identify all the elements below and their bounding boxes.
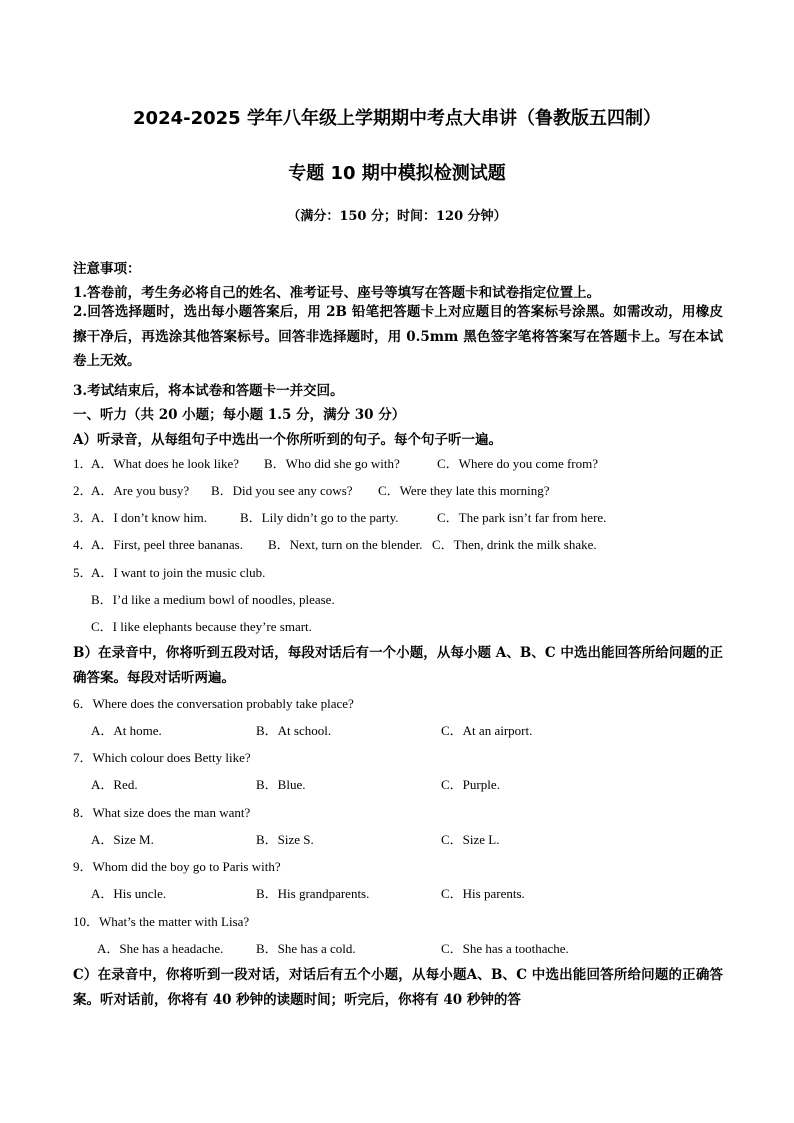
question-text: 7．Which colour does Betty like? — [73, 750, 251, 765]
option-b: B．Size S. — [256, 832, 314, 847]
part-a-instructions: A）听录音，从每组句子中选出一个你所听到的句子。每个句子听一遍。 — [73, 432, 502, 448]
option-a: A．Size M. — [91, 832, 154, 847]
option-b: B．At school. — [256, 723, 332, 738]
section-listening-heading: 一、听力（共 20 小题；每小题 1.5 分，满分 30 分） — [73, 407, 406, 423]
option-b: B．His grandparents. — [256, 886, 370, 901]
option-a: A．At home. — [91, 723, 162, 738]
option-a: A．I want to join the music club. — [91, 565, 266, 580]
option-c: C．I like elephants because they’re smart. — [91, 619, 312, 634]
option-c: C．At an airport. — [441, 723, 533, 738]
part-b-instructions: B）在录音中，你将听到五段对话，每段对话后有一个小题，从每小题 A、B、C 中选出能回答所给问题的正确答案。每段对话听两遍。 — [73, 645, 723, 686]
note-item-3: 3.考试结束后，将本试卷和答题卡一并交回。 — [73, 383, 344, 399]
question-text: 10．What’s the matter with Lisa? — [73, 914, 250, 929]
exam-title: 2024-2025 学年八年级上学期期中考点大串讲（鲁教版五四制） — [133, 108, 661, 129]
option-c: C．Size L. — [441, 832, 500, 847]
option-c: C．His parents. — [441, 886, 525, 901]
note-item-2: 2.回答选择题时，选出每小题答案后，用 2B 铅笔把答题卡上对应题目的答案标号涂黑。如需改动，用橡皮擦干净后，再选涂其他答案标号。回答非选择题时，用 0.5mm 黑色签字笔将答案写在答题卡上。写在本试卷上无效。 — [73, 304, 723, 369]
option-b: B．Lily didn’t go to the party. — [240, 510, 399, 525]
option-c: C．Purple. — [441, 777, 500, 792]
option-b: B．Blue. — [256, 777, 306, 792]
question-number: 4． — [73, 537, 93, 552]
option-c: C．Where do you come from? — [437, 456, 599, 471]
option-a: A．First, peel three bananas. — [91, 537, 243, 552]
option-a: A．Are you busy? — [91, 483, 190, 498]
question-number: 5． — [73, 565, 93, 580]
question-text: 9．Whom did the boy go to Paris with? — [73, 859, 281, 874]
question-number: 1． — [73, 456, 93, 471]
notes-heading: 注意事项： — [73, 261, 141, 277]
question-number: 2． — [73, 483, 93, 498]
option-a: A．Red. — [91, 777, 138, 792]
question-number: 3． — [73, 510, 93, 525]
topic-title: 专题 10 期中模拟检测试题 — [288, 163, 506, 184]
option-a: A．She has a headache. — [97, 941, 224, 956]
option-a: A．What does he look like? — [91, 456, 240, 471]
note-item-1: 1.答卷前，考生务必将自己的姓名、准考证号、座号等填写在答题卡和试卷指定位置上。 — [73, 285, 601, 301]
score-time-info: （满分：150 分；时间：120 分钟） — [287, 209, 507, 224]
option-c: C．Then, drink the milk shake. — [432, 537, 597, 552]
option-b: B．She has a cold. — [256, 941, 356, 956]
option-c: C．She has a toothache. — [441, 941, 569, 956]
option-b: B．Who did she go with? — [264, 456, 400, 471]
option-a: A．His uncle. — [91, 886, 167, 901]
option-c: C．The park isn’t far from here. — [437, 510, 607, 525]
option-a: A．I don’t know him. — [91, 510, 208, 525]
question-text: 6．Where does the conversation probably take place? — [73, 696, 354, 711]
question-text: 8．What size does the man want? — [73, 805, 251, 820]
option-c: C．Were they late this morning? — [378, 483, 550, 498]
part-c-instructions: C）在录音中，你将听到一段对话，对话后有五个小题，从每小题A、B、C 中选出能回答所给问题的正确答案。听对话前，你将有 40 秒钟的读题时间；听完后，你将有 40 秒钟的答 — [73, 967, 723, 1008]
option-b: B．I’d like a medium bowl of noodles, please. — [91, 592, 335, 607]
option-b: B．Next, turn on the blender. — [268, 537, 423, 552]
option-b: B．Did you see any cows? — [211, 483, 353, 498]
